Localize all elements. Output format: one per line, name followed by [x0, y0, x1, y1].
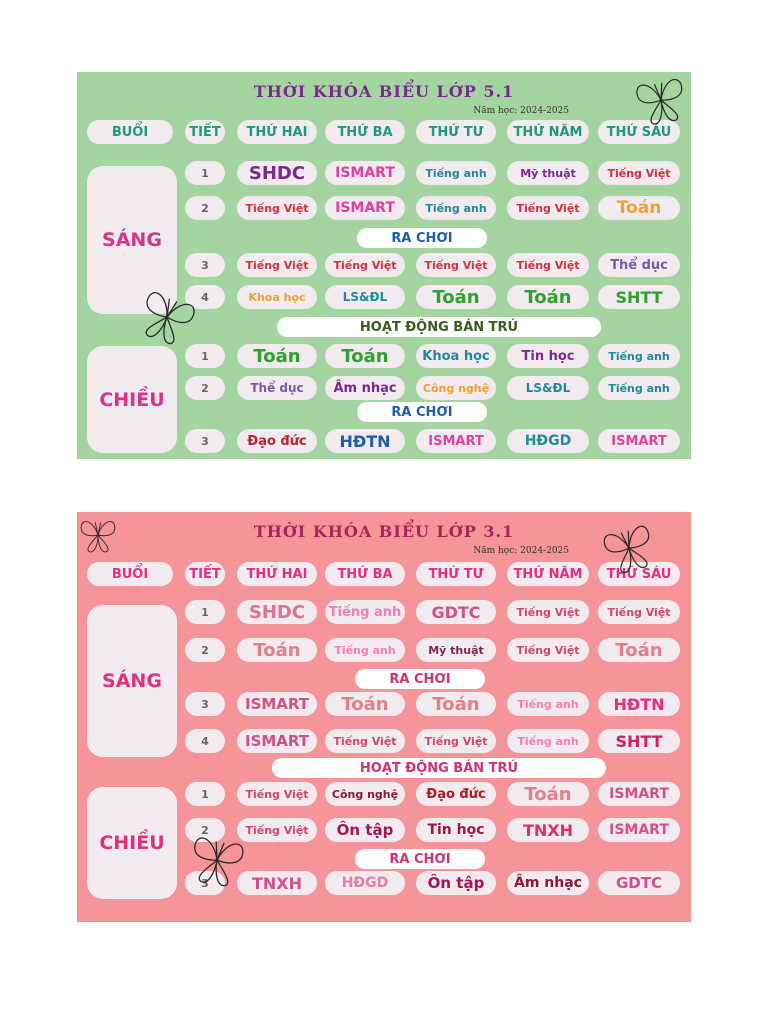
subject-cell: Công nghệ [416, 376, 496, 400]
column-header: THỨ HAI [237, 562, 317, 586]
subject-cell: Ôn tập [325, 818, 405, 842]
subject-cell: Toán [416, 692, 496, 716]
subject-cell: GDTC [416, 600, 496, 624]
subject-cell: Mỹ thuật [507, 161, 589, 185]
subject-cell: ISMART [325, 196, 405, 220]
subject-cell: Âm nhạc [507, 871, 589, 895]
subject-cell: Tiếng Việt [507, 196, 589, 220]
subject-cell: Tiếng Việt [237, 253, 317, 277]
subject-cell: Tiếng anh [416, 161, 496, 185]
subject-cell: Toán [507, 782, 589, 806]
subject-cell: Tiếng Việt [325, 253, 405, 277]
period-number: 3 [185, 429, 225, 453]
subject-cell: GDTC [598, 871, 680, 895]
period-number: 3 [185, 253, 225, 277]
subject-cell: Âm nhạc [325, 376, 405, 400]
column-header: TIẾT [185, 562, 225, 586]
break-band: RA CHƠI [357, 402, 487, 422]
subject-cell: SHDC [237, 600, 317, 624]
subject-cell: Tiếng Việt [237, 818, 317, 842]
subject-cell: Tiếng Việt [237, 196, 317, 220]
subject-cell: Tiếng Việt [416, 729, 496, 753]
subject-cell: Tiếng anh [325, 600, 405, 624]
subject-cell: Tiếng anh [325, 638, 405, 662]
subject-cell: Tiếng anh [507, 692, 589, 716]
column-header: TIẾT [185, 120, 225, 144]
period-number: 1 [185, 600, 225, 624]
period-number: 1 [185, 782, 225, 806]
subject-cell: ISMART [598, 818, 680, 842]
subject-cell: Tin học [416, 818, 496, 842]
subject-cell: Tiếng anh [598, 344, 680, 368]
column-header: THỨ BA [325, 562, 405, 586]
subject-cell: ISMART [325, 161, 405, 185]
subject-cell: Toán [598, 196, 680, 220]
period-number: 1 [185, 161, 225, 185]
butterfly-icon [77, 514, 119, 556]
subject-cell: Thể dục [598, 253, 680, 277]
subject-cell: Tiếng Việt [507, 253, 589, 277]
subject-cell: Ôn tập [416, 871, 496, 895]
subject-cell: Công nghệ [325, 782, 405, 806]
lunch-band: HOẠT ĐỘNG BÁN TRÚ [272, 758, 606, 778]
period-number: 3 [185, 692, 225, 716]
subject-cell: Toán [325, 692, 405, 716]
column-header: THỨ SÁU [598, 120, 680, 144]
subject-cell: TNXH [507, 818, 589, 842]
subject-cell: Tiếng Việt [507, 638, 589, 662]
column-header: THỨ SÁU [598, 562, 680, 586]
period-number: 4 [185, 285, 225, 309]
subject-cell: Toán [598, 638, 680, 662]
subject-cell: SHTT [598, 729, 680, 753]
timetable-3-1 [77, 512, 691, 922]
subject-cell: Toán [507, 285, 589, 309]
period-number: 2 [185, 818, 225, 842]
subject-cell: Toán [325, 344, 405, 368]
subject-cell: Tiếng Việt [325, 729, 405, 753]
subject-cell: Thể dục [237, 376, 317, 400]
subject-cell: ISMART [598, 782, 680, 806]
lunch-band: HOẠT ĐỘNG BÁN TRÚ [277, 317, 601, 337]
sheet-title: THỜI KHÓA BIỂU LỚP 5.1 [253, 82, 515, 101]
session-afternoon: CHIỀU [87, 787, 177, 899]
subject-cell: Toán [237, 638, 317, 662]
subject-cell: Tiếng anh [416, 196, 496, 220]
subject-cell: HĐTN [598, 692, 680, 716]
subject-cell: Khoa học [416, 344, 496, 368]
subject-cell: Tiếng Việt [507, 600, 589, 624]
period-number: 4 [185, 729, 225, 753]
subject-cell: TNXH [237, 871, 317, 895]
session-morning: SÁNG [87, 605, 177, 757]
subject-cell: HĐGD [325, 871, 405, 895]
subject-cell: ISMART [237, 692, 317, 716]
column-header: THỨ NĂM [507, 120, 589, 144]
sheet-title: THỜI KHÓA BIỂU LỚP 3.1 [253, 522, 515, 541]
subject-cell: ISMART [237, 729, 317, 753]
subject-cell: SHDC [237, 161, 317, 185]
column-header: THỨ HAI [237, 120, 317, 144]
subject-cell: ISMART [416, 429, 496, 453]
school-year: Năm học: 2024-2025 [473, 106, 569, 116]
period-number: 1 [185, 344, 225, 368]
period-number: 3 [185, 871, 225, 895]
subject-cell: Tiếng anh [507, 729, 589, 753]
subject-cell: Đạo đức [416, 782, 496, 806]
school-year: Năm học: 2024-2025 [473, 546, 569, 556]
break-band: RA CHƠI [355, 669, 485, 689]
session-afternoon: CHIỀU [87, 346, 177, 453]
column-header: THỨ TƯ [416, 562, 496, 586]
subject-cell: Tin học [507, 344, 589, 368]
column-header: BUỔI [87, 120, 173, 144]
subject-cell: ISMART [598, 429, 680, 453]
period-number: 2 [185, 196, 225, 220]
session-morning: SÁNG [87, 166, 177, 314]
period-number: 2 [185, 376, 225, 400]
subject-cell: Toán [416, 285, 496, 309]
subject-cell: HĐTN [325, 429, 405, 453]
subject-cell: Khoa học [237, 285, 317, 309]
subject-cell: Tiếng Việt [598, 600, 680, 624]
butterfly-icon [629, 72, 691, 132]
timetable-5-1 [77, 72, 691, 459]
subject-cell: LS&ĐL [507, 376, 589, 400]
subject-cell: Tiếng Việt [416, 253, 496, 277]
subject-cell: SHTT [598, 285, 680, 309]
subject-cell: LS&ĐL [325, 285, 405, 309]
break-band: RA CHƠI [355, 849, 485, 869]
subject-cell: HĐGD [507, 429, 589, 453]
subject-cell: Tiếng Việt [237, 782, 317, 806]
column-header: THỨ NĂM [507, 562, 589, 586]
subject-cell: Đạo đức [237, 429, 317, 453]
subject-cell: Toán [237, 344, 317, 368]
subject-cell: Tiếng Việt [598, 161, 680, 185]
butterfly-icon [182, 825, 252, 895]
column-header: BUỔI [87, 562, 173, 586]
period-number: 2 [185, 638, 225, 662]
subject-cell: Tiếng anh [598, 376, 680, 400]
subject-cell: Mỹ thuật [416, 638, 496, 662]
column-header: THỨ TƯ [416, 120, 496, 144]
column-header: THỨ BA [325, 120, 405, 144]
break-band: RA CHƠI [357, 228, 487, 248]
